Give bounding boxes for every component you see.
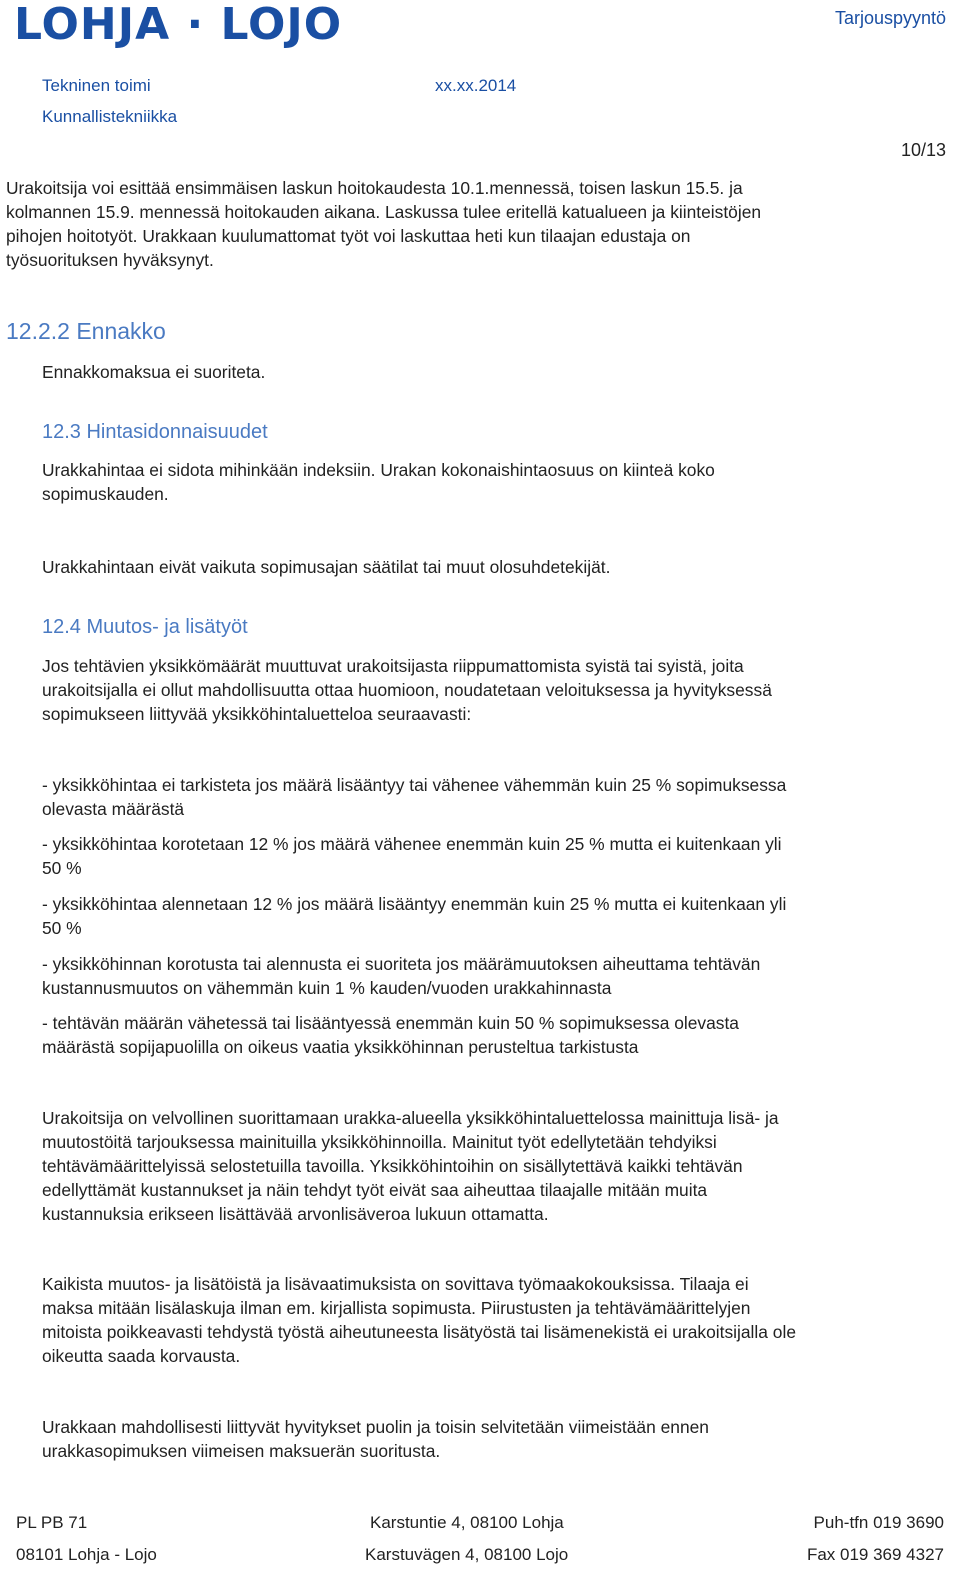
text-line: kolmannen 15.9. mennessä hoitokauden aikana. Laskussa tulee eritellä katualueen ja kiinteistöjen bbox=[6, 202, 762, 222]
intro-paragraph bbox=[6, 176, 906, 272]
heading-12-4: 12.4 Muutos- ja lisätyöt bbox=[42, 616, 248, 638]
muutostyot-paragraph-2 bbox=[42, 1272, 942, 1368]
text-line: - tehtävän määrän vähetessä tai lisääntyessä enemmän kuin 50 % sopimuksessa olevasta bbox=[42, 1013, 739, 1033]
text-line: kustannuksia erikseen lisättävää arvonlisäveroa lukuun ottamatta. bbox=[42, 1204, 549, 1224]
text-line: 50 % bbox=[42, 918, 82, 938]
text-line: - yksikköhintaa alennetaan 12 % jos määrä lisääntyy enemmän kuin 25 % mutta ei kuitenkaan yli bbox=[42, 894, 787, 914]
text-line: Jos tehtävien yksikkömäärät muuttuvat urakoitsijasta riippumattomista syistä tai syistä, joita bbox=[42, 656, 744, 676]
text-line: Kaikista muutos- ja lisätöistä ja lisävaatimuksista on sovittava työmaakokouksissa. Tilaaja ei bbox=[42, 1274, 749, 1294]
lohja-lojo-logo: LOHJA · LOJO bbox=[14, 0, 343, 50]
text-line: Urakoitsija on velvollinen suorittamaan urakka-alueella yksikköhintaluettelossa mainittuja lisä- ja bbox=[42, 1108, 779, 1128]
list-item bbox=[42, 1011, 942, 1059]
muutostyot-paragraph-3 bbox=[42, 1415, 942, 1463]
list-item bbox=[42, 892, 942, 940]
heading-12-2-2: 12.2.2 Ennakko bbox=[6, 318, 166, 344]
list-item bbox=[42, 952, 942, 1000]
department: Tekninen toimi bbox=[42, 76, 151, 95]
text-line: kustannusmuutos on vähemmän kuin 1 % kauden/vuoden urakkahinnasta bbox=[42, 978, 612, 998]
text-line: pihojen hoitotyöt. Urakkaan kuulumattomat työt voi laskuttaa heti kun tilaajan edustaja on bbox=[6, 226, 691, 246]
text-line: - yksikköhinnan korotusta tai alennusta ei suoriteta jos määrämuutoksen aiheuttama tehtävän bbox=[42, 954, 761, 974]
unit: Kunnallistekniikka bbox=[42, 107, 178, 126]
text-line: Urakkaan mahdollisesti liittyvät hyvitykset puolin ja toisin selvitetään viimeistään ennen bbox=[42, 1417, 709, 1437]
page-number: 10/13 bbox=[900, 140, 946, 160]
footer-fax: Fax 019 369 4327 bbox=[806, 1545, 944, 1564]
text-line: Urakkahintaa ei sidota mihinkään indeksiin. Urakan kokonaishintaosuus on kiinteä koko bbox=[42, 460, 715, 480]
text-line: määrästä sopijapuolilla on oikeus vaatia yksikköhinnan perusteltua tarkistusta bbox=[42, 1037, 639, 1057]
text-line: tehtävämäärittelyissä selostetuilla tavoilla. Yksikköhintoihin on sisällytettävä kaikki tehtävän bbox=[42, 1156, 743, 1176]
hintasidonnaisuudet-paragraph bbox=[42, 458, 942, 506]
list-item bbox=[42, 773, 942, 821]
muutostyot-paragraph-1 bbox=[42, 1106, 942, 1226]
footer-address-fi: Karstuntie 4, 08100 Lohja bbox=[370, 1513, 564, 1532]
text-line: mitoista poikkeavasti tehdystä työstä aiheutuneesta lisätyöstä tai lisämenekistä ei urakoitsijalla ole bbox=[42, 1322, 796, 1342]
ennakko-text: Ennakkomaksua ei suoriteta. bbox=[42, 362, 266, 382]
text-line: urakkasopimuksen viimeisen maksuerän suoritusta. bbox=[42, 1441, 441, 1461]
footer-pobox: PL PB 71 bbox=[16, 1513, 88, 1532]
list-item bbox=[42, 832, 942, 880]
text-line: työsuorituksen hyväksynyt. bbox=[6, 250, 214, 270]
text-line: sopimuskauden. bbox=[42, 484, 169, 504]
text-line: 50 % bbox=[42, 858, 82, 878]
document-type: Tarjouspyyntö bbox=[834, 8, 946, 28]
footer-postal: 08101 Lohja - Lojo bbox=[16, 1545, 157, 1564]
text-line: - yksikköhintaa ei tarkisteta jos määrä lisääntyy tai vähenee vähemmän kuin 25 % sopimuksessa bbox=[42, 775, 787, 795]
text-line: urakoitsijalla ei ollut mahdollisuutta ottaa huomioon, noudatetaan veloituksessa ja hyvityksessä bbox=[42, 680, 772, 700]
heading-12-3: 12.3 Hintasidonnaisuudet bbox=[42, 421, 268, 443]
text-line: oikeutta saada korvausta. bbox=[42, 1346, 241, 1366]
text-line: maksa mitään lisälaskuja ilman em. kirjallista sopimusta. Piirustusten ja tehtävämäärittelyjen bbox=[42, 1298, 751, 1318]
text-line: edellyttämät kustannukset ja näin tehdyt työt eivät saa aiheuttaa tilaajalle mitään muita bbox=[42, 1180, 708, 1200]
text-line: sopimukseen liittyvää yksikköhintaluetteloa seuraavasti: bbox=[42, 704, 472, 724]
text-line: - yksikköhintaa korotetaan 12 % jos määrä vähenee enemmän kuin 25 % mutta ei kuitenkaan yli bbox=[42, 834, 782, 854]
text-line: olevasta määrästä bbox=[42, 799, 185, 819]
muutostyot-intro bbox=[42, 654, 942, 726]
text-line: muutostöitä tarjouksessa mainituilla yksikköhinnoilla. Mainitut työt edellytetään tehdyiksi bbox=[42, 1132, 717, 1152]
text-line: Urakoitsija voi esittää ensimmäisen laskun hoitokaudesta 10.1.mennessä, toisen laskun 15.5. ja bbox=[6, 178, 743, 198]
footer-phone: Puh-tfn 019 3690 bbox=[813, 1513, 944, 1532]
hintasidonnaisuudet-paragraph-2: Urakkahintaan eivät vaikuta sopimusajan säätilat tai muut olosuhdetekijät. bbox=[42, 557, 611, 577]
document-date: xx.xx.2014 bbox=[435, 76, 517, 95]
footer-address-sv: Karstuvägen 4, 08100 Lojo bbox=[365, 1545, 569, 1564]
